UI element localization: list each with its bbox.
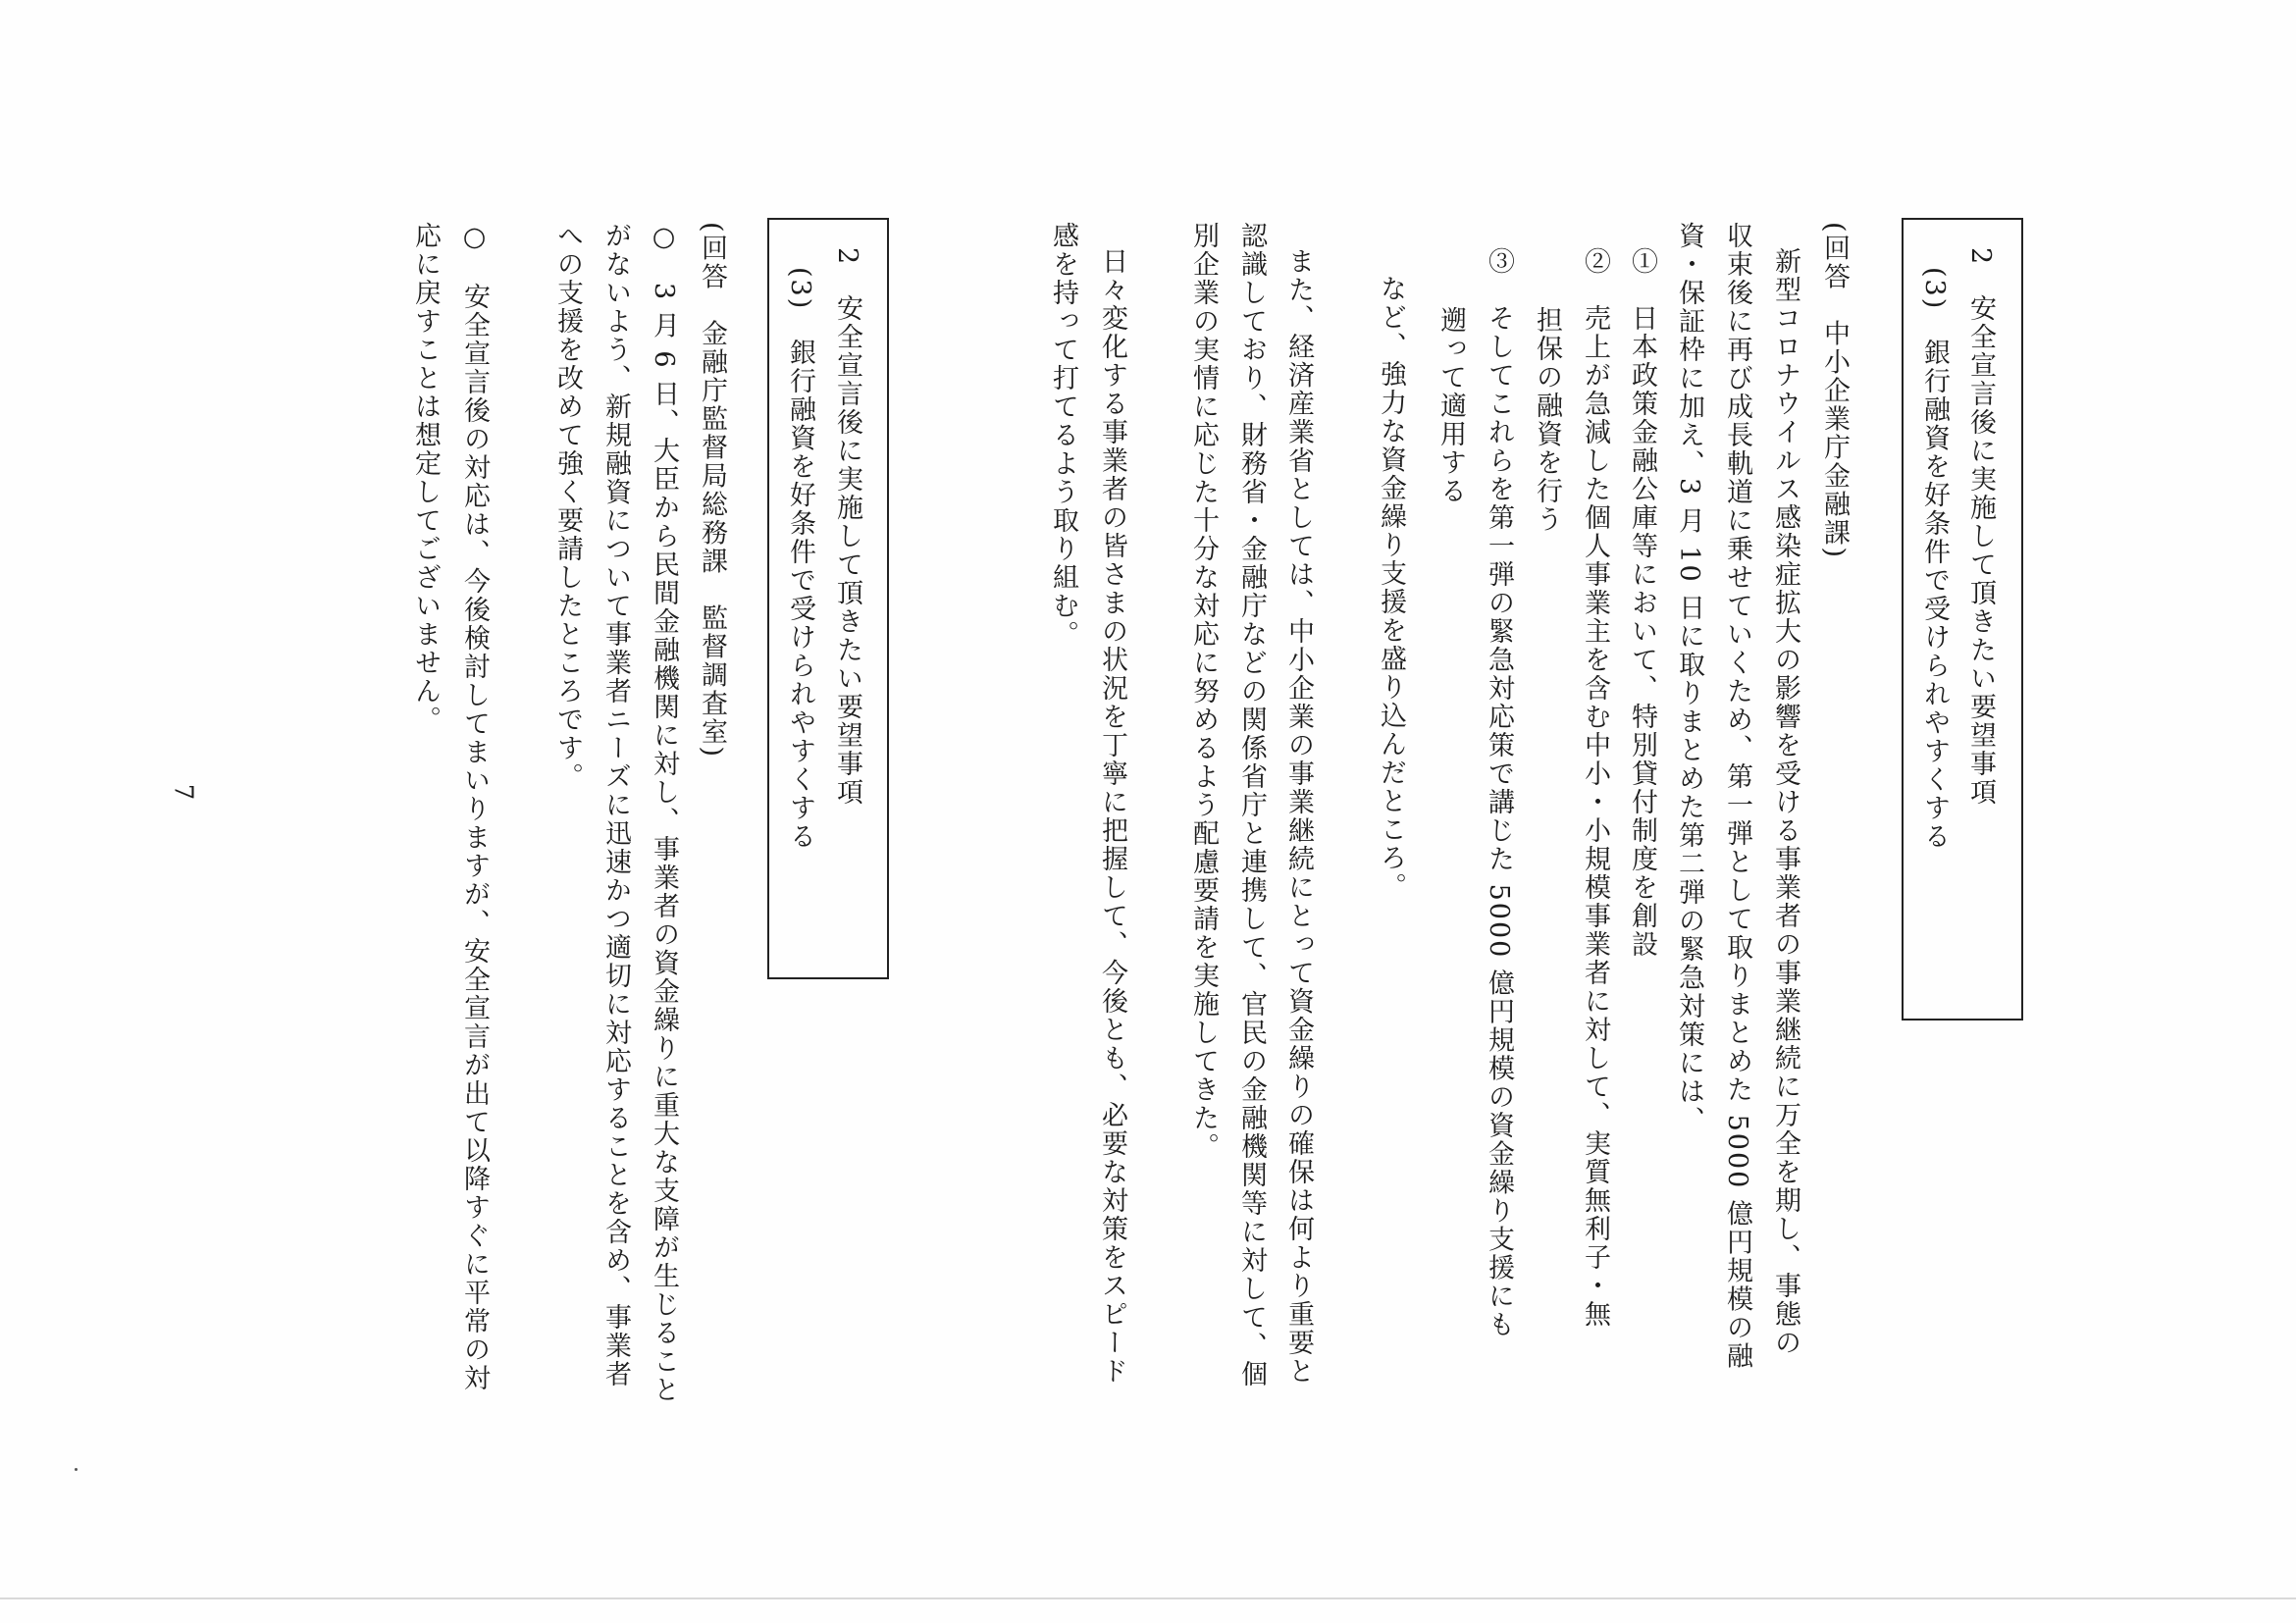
- section1-paragraph1-line2: 収束後に再び成長軌道に乗せていくため、第一弾として取りまとめた 5000 億円規模の融: [1722, 222, 1752, 1371]
- section1-paragraph1-line3: 資・保証枠に加え、3 月 10 日に取りまとめた第二弾の緊急対策には、: [1674, 222, 1704, 1135]
- section2-bullet1-line3: への支援を改めて強く要請したところです。: [552, 222, 583, 791]
- section1-list-item3-cont: 遡って適用する: [1435, 306, 1466, 505]
- section2-heading-item: (3) 銀行融資を好条件で受けられやすくする: [785, 267, 815, 852]
- section1-heading-item: (3) 銀行融資を好条件で受けられやすくする: [1919, 267, 1950, 852]
- section2-bullet2-line2: 応に戻すことは想定してございません。: [410, 222, 441, 734]
- section1-heading-number: 2 安全宣言後に実施して頂きたい要望事項: [1965, 247, 1996, 808]
- section1-paragraph3-line1: 日々変化する事業者の皆さまの状況を丁寧に把握して、今後とも、必要な対策をスピード: [1097, 247, 1127, 1386]
- section2-bullet1-line2: がないよう、新規融資について事業者ニーズに迅速かつ適切に対応することを含め、事業者: [600, 222, 631, 1388]
- scan-edge-line: [0, 1597, 2296, 1599]
- section2-bullet2-line1: ○ 安全宣言後の対応は、今後検討してまいりますが、安全宣言が出て以降すぐに平常の対: [459, 222, 490, 1392]
- page-number: 7: [168, 783, 198, 801]
- section1-answer-label: (回答 中小企業庁金融課): [1819, 222, 1850, 560]
- section1-list-item3: ③ そしてこれらを第一弾の緊急対応策で講じた 5000 億円規模の資金繰り支援にも: [1484, 247, 1514, 1339]
- section1-list-item1: ① 日本政策金融公庫等において、特別貸付制度を創設: [1627, 247, 1657, 959]
- section1-summary-line: など、強力な資金繰り支援を盛り込んだところ。: [1376, 275, 1406, 901]
- section1-paragraph2-line1: また、経済産業省としては、中小企業の事業継続にとって資金繰りの確保は何より重要と: [1283, 247, 1314, 1386]
- section2-bullet1-line1: ○ 3 月 6 日、大臣から民間金融機関に対し、事業者の資金繰りに重大な支障が生じること: [649, 222, 679, 1405]
- section2-answer-label: (回答 金融庁監督局総務課 監督調査室): [697, 222, 727, 759]
- section2-heading-number: 2 安全宣言後に実施して頂きたい要望事項: [832, 247, 862, 808]
- section1-paragraph2-line2: 認識しており、財務省・金融庁などの関係省庁と連携して、官民の金融機関等に対して、個: [1236, 222, 1267, 1388]
- section1-paragraph3-line2: 感を持って打てるよう取り組む。: [1048, 222, 1078, 649]
- section1-paragraph2-line3: 別企業の実情に応じた十分な対応に努めるよう配慮要請を実施してきた。: [1188, 222, 1219, 1161]
- section1-list-item2-cont: 担保の融資を行う: [1532, 306, 1562, 534]
- scan-speck: [75, 1468, 78, 1471]
- section1-paragraph1-line1: 新型コロナウイルス感染症拡大の影響を受ける事業者の事業継続に万全を期し、事態の: [1770, 247, 1800, 1357]
- section1-list-item2: ② 売上が急減した個人事業主を含む中小・小規模事業者に対して、実質無利子・無: [1580, 247, 1610, 1329]
